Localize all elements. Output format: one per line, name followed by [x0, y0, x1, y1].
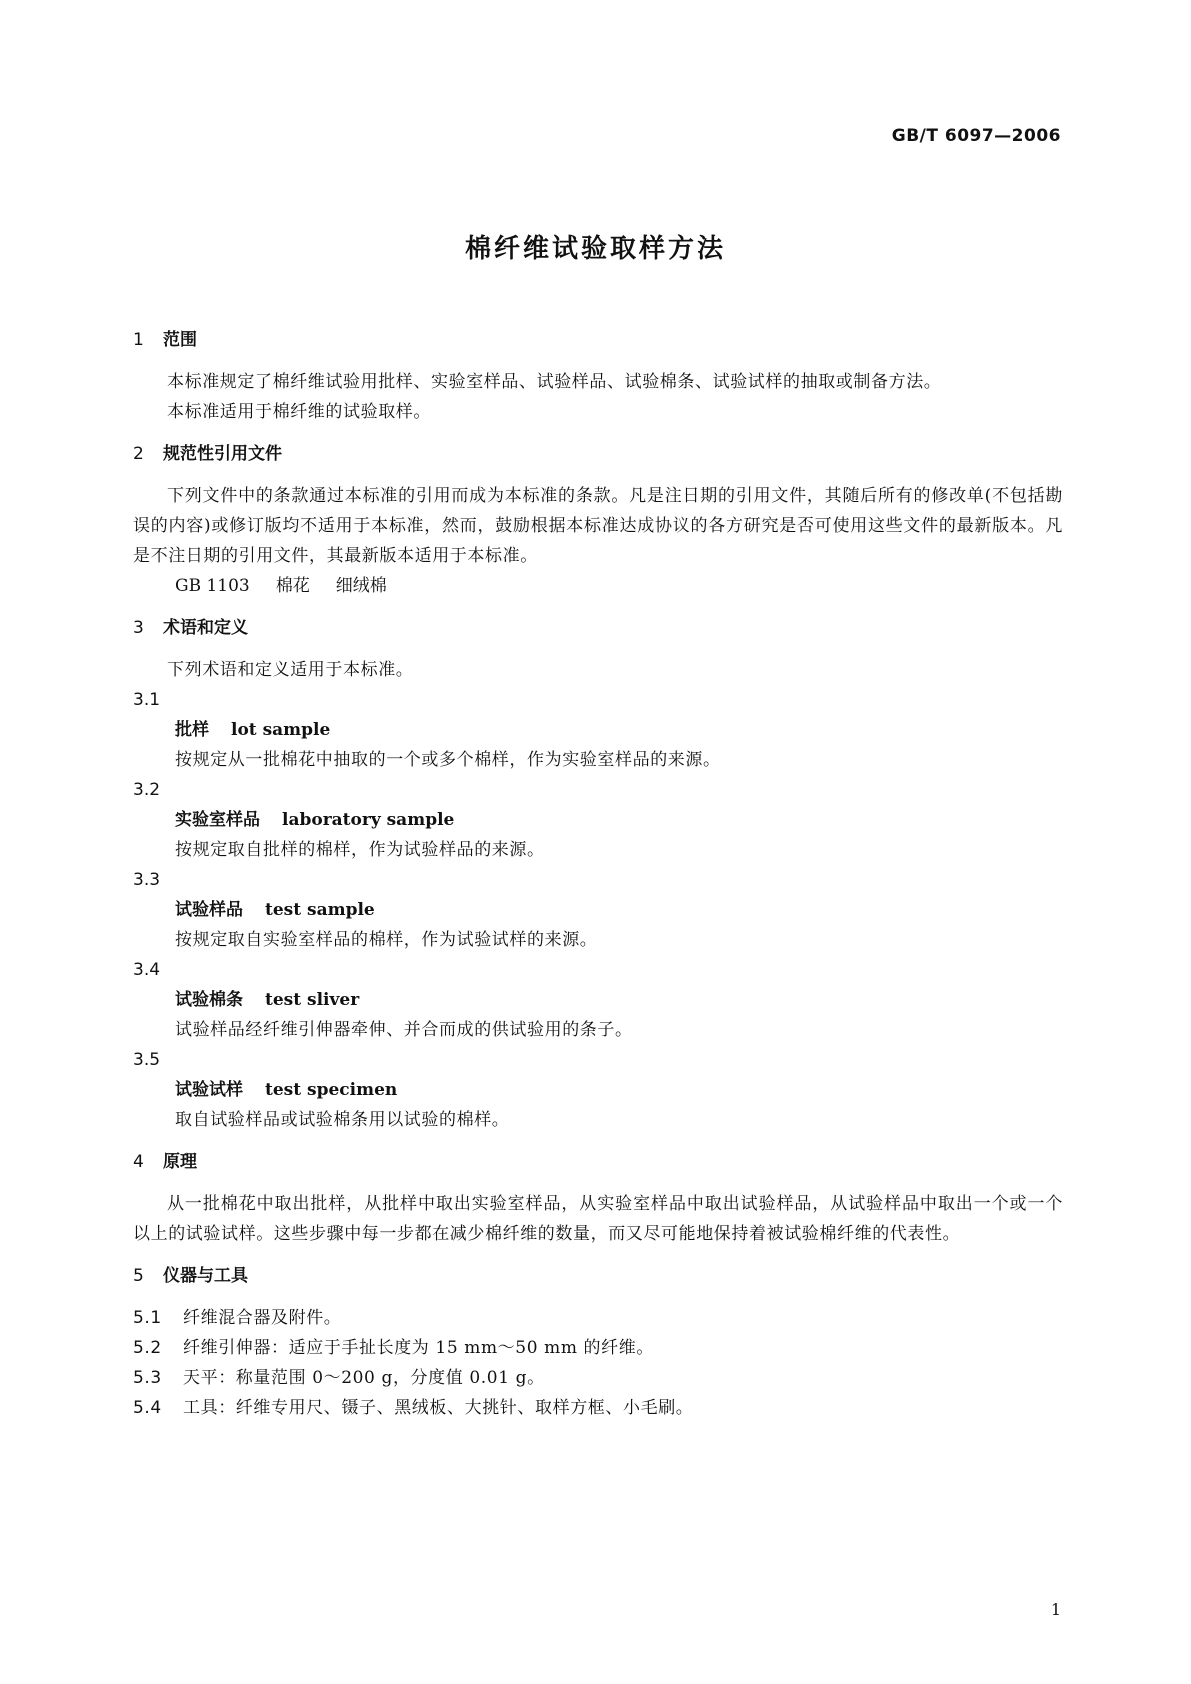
term-entry [133, 805, 1063, 835]
item-number: 5.1 [133, 1308, 162, 1328]
item-text: 纤维混合器及附件。 [183, 1308, 342, 1328]
term-en: test specimen [265, 1080, 398, 1100]
term-en: laboratory sample [282, 810, 455, 830]
term-definition: 按规定取自实验室样品的棉样，作为试验试样的来源。 [175, 930, 598, 950]
term-en: test sliver [265, 990, 360, 1010]
reference-subname: 细绒棉 [335, 576, 387, 596]
paragraph: 本标准适用于棉纤维的试验取样。 [167, 402, 431, 422]
term-number: 3.3 [133, 870, 161, 890]
item-text: 纤维引伸器：适应于手扯长度为 15 mm～50 mm 的纤维。 [183, 1338, 654, 1358]
section-title: 术语和定义 [163, 618, 248, 638]
list-item [133, 1333, 1063, 1363]
term-definition: 按规定取自批样的棉样，作为试验样品的来源。 [175, 840, 545, 860]
term-entry [133, 895, 1063, 925]
item-text: 工具：纤维专用尺、镊子、黑绒板、大挑针、取样方框、小毛刷。 [183, 1398, 694, 1418]
term-definition: 试验样品经纤维引伸器牵伸、并合而成的供试验用的条子。 [175, 1020, 633, 1040]
reference-code: GB 1103 [175, 576, 250, 596]
paragraph: 本标准规定了棉纤维试验用批样、实验室样品、试验样品、试验棉条、试验试样的抽取或制备方法。 [167, 372, 942, 392]
section-2-heading [133, 439, 1063, 469]
section-number: 4 [133, 1152, 144, 1172]
section-title: 原理 [163, 1152, 197, 1172]
paragraph: 从一批棉花中取出批样，从批样中取出实验室样品，从实验室样品中取出试验样品，从试验样品中取出一个或一个以上的试验试样。这些步骤中每一步都在减少棉纤维的数量，而又尽可能地保持着被试验棉纤维的代表性。 [133, 1194, 1063, 1244]
reference-name: 棉花 [275, 576, 310, 596]
section-title: 规范性引用文件 [163, 444, 282, 464]
term-definition: 取自试验样品或试验棉条用以试验的棉样。 [175, 1110, 510, 1130]
paragraph: 下列术语和定义适用于本标准。 [167, 660, 414, 680]
term-zh: 试验棉条 [175, 990, 243, 1010]
term-entry [133, 985, 1063, 1015]
term-zh: 批样 [175, 720, 209, 740]
section-number: 3 [133, 618, 144, 638]
list-item [133, 1393, 1063, 1423]
term-definition: 按规定从一批棉花中抽取的一个或多个棉样，作为实验室样品的来源。 [175, 750, 721, 770]
term-entry [133, 715, 1063, 745]
section-4-heading [133, 1147, 1063, 1177]
list-item [133, 1303, 1063, 1333]
term-zh: 实验室样品 [175, 810, 260, 830]
section-title: 仪器与工具 [163, 1266, 248, 1286]
term-number: 3.2 [133, 780, 161, 800]
section-number: 2 [133, 444, 144, 464]
page-number: 1 [1050, 1600, 1061, 1619]
term-en: lot sample [231, 720, 331, 740]
term-en: test sample [265, 900, 375, 920]
list-item [133, 1363, 1063, 1393]
section-1-heading [133, 325, 1063, 355]
section-number: 5 [133, 1266, 144, 1286]
term-entry [133, 1075, 1063, 1105]
term-zh: 试验试样 [175, 1080, 243, 1100]
document-title: 棉纤维试验取样方法 [464, 234, 726, 264]
term-number: 3.1 [133, 690, 161, 710]
standard-code: GB/T 6097—2006 [891, 126, 1061, 146]
document-body [133, 325, 1063, 1423]
item-number: 5.4 [133, 1398, 162, 1418]
section-number: 1 [133, 330, 144, 350]
paragraph: 下列文件中的条款通过本标准的引用而成为本标准的条款。凡是注日期的引用文件，其随后所有的修改单(不包括勘误的内容)或修订版均不适用于本标准，然而，鼓励根据本标准达成协议的各方研究是否可使用这些文件的最新版本。凡是不注日期的引用文件，其最新版本适用于本标准。 [133, 486, 1063, 566]
term-number: 3.4 [133, 960, 161, 980]
item-text: 天平：称量范围 0～200 g，分度值 0.01 g。 [183, 1368, 545, 1388]
item-number: 5.3 [133, 1368, 162, 1388]
section-title: 范围 [163, 330, 197, 350]
section-3-heading [133, 613, 1063, 643]
term-zh: 试验样品 [175, 900, 243, 920]
term-number: 3.5 [133, 1050, 161, 1070]
normative-reference [133, 571, 1063, 601]
section-5-heading [133, 1261, 1063, 1291]
item-number: 5.2 [133, 1338, 162, 1358]
